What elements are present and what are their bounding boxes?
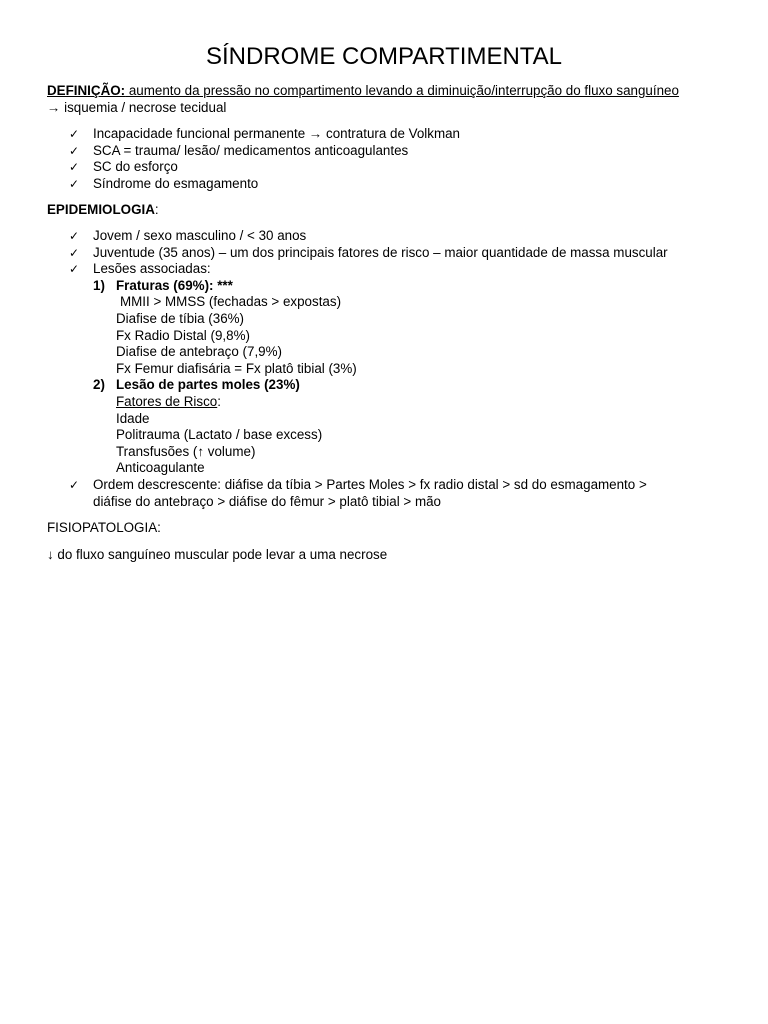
epidemiologia-label: EPIDEMIOLOGIA bbox=[47, 202, 155, 217]
fisiopatologia-body bbox=[47, 547, 737, 564]
fatores-line bbox=[47, 411, 737, 428]
fatores-line-text: Transfusões (↑ volume) bbox=[116, 443, 256, 459]
fraturas-heading bbox=[47, 278, 737, 295]
check-icon: ✓ bbox=[69, 127, 80, 141]
partes-moles-heading bbox=[47, 377, 737, 394]
list-item-text: Lesões associadas: bbox=[93, 261, 211, 277]
partes-moles-label: Lesão de partes moles (23%) bbox=[116, 377, 300, 393]
list-item bbox=[47, 159, 737, 176]
definicao-text: aumento da pressão no compartimento levando a diminuição/interrupção do fluxo sanguíneo bbox=[125, 83, 679, 98]
list-item bbox=[47, 126, 737, 143]
list-item bbox=[47, 477, 737, 494]
fraturas-line-text: Diafise de tíbia (36%) bbox=[116, 310, 245, 326]
list-item-text: Incapacidade funcional permanente → contratura de Volkman bbox=[93, 126, 460, 141]
fisiopatologia-label: FISIOPATOLOGIA: bbox=[47, 520, 161, 535]
list-item-text: SCA = trauma/ lesão/ medicamentos anticoagulantes bbox=[93, 142, 409, 158]
list-item-text: Jovem / sexo masculino / < 30 anos bbox=[93, 228, 307, 243]
list-number: 1) bbox=[93, 277, 105, 293]
fatores-risco-line bbox=[116, 394, 221, 411]
fatores-risco-colon: : bbox=[217, 393, 221, 409]
page-title: SÍNDROME COMPARTIMENTAL bbox=[205, 43, 563, 70]
list-item-text: Síndrome do esmagamento bbox=[93, 175, 259, 191]
list-number: 2) bbox=[93, 377, 105, 393]
fisiopatologia-heading-line bbox=[47, 520, 737, 537]
ordem-text-cont: diáfise do antebraço > diáfise do fêmur > platô tibial > mão bbox=[93, 493, 441, 509]
fatores-line-text: Idade bbox=[116, 410, 150, 426]
fatores-risco-label: Fatores de Risco bbox=[116, 393, 218, 409]
definicao-section bbox=[47, 83, 737, 116]
ordem-text: Ordem descrescente: diáfise da tíbia > Partes Moles > fx radio distal > sd do esmagamento > bbox=[93, 476, 647, 492]
fisiopatologia-text-line bbox=[47, 547, 737, 564]
list-item-text: SC do esforço bbox=[93, 159, 178, 175]
fraturas-line bbox=[47, 294, 737, 311]
fraturas-line bbox=[47, 344, 737, 361]
definicao-line-1 bbox=[47, 83, 737, 100]
fraturas-line-text: Fx Femur diafisária = Fx platô tibial (3%) bbox=[116, 360, 357, 376]
fatores-line-text: Anticoagulante bbox=[116, 460, 205, 476]
fisiopatologia-text: ↓ do fluxo sanguíneo muscular pode levar a uma necrose bbox=[47, 547, 388, 562]
list-item bbox=[47, 143, 737, 160]
fraturas-line bbox=[47, 361, 737, 378]
epidemiologia-heading-row bbox=[47, 202, 737, 219]
fisiopatologia-section bbox=[47, 520, 737, 537]
fatores-risco-heading bbox=[47, 394, 737, 411]
check-icon: ✓ bbox=[69, 160, 80, 175]
fraturas-line-text: Diafise de antebraço (7,9%) bbox=[116, 344, 282, 360]
fraturas-line-text: MMII > MMSS (fechadas > expostas) bbox=[120, 294, 342, 310]
definicao-text-cont: → isquemia / necrose tecidual bbox=[47, 99, 227, 115]
fraturas-line bbox=[47, 328, 737, 345]
check-icon: ✓ bbox=[69, 176, 80, 191]
fraturas-line bbox=[47, 311, 737, 328]
definicao-line-2 bbox=[47, 100, 737, 117]
check-icon: ✓ bbox=[69, 262, 80, 277]
list-item bbox=[47, 261, 737, 278]
list-item bbox=[47, 228, 737, 245]
list-item-text: Juventude (35 anos) – um dos principais fatores de risco – maior quantidade de massa muscular bbox=[93, 244, 668, 260]
check-icon: ✓ bbox=[69, 143, 80, 158]
list-item-cont bbox=[47, 494, 737, 511]
epidemiologia-list bbox=[47, 228, 737, 510]
fatores-line bbox=[47, 427, 737, 444]
epidemiologia-heading-line bbox=[47, 202, 737, 219]
list-item bbox=[47, 245, 737, 262]
fraturas-label: Fraturas (69%): *** bbox=[116, 277, 233, 293]
fraturas-line-text: Fx Radio Distal (9,8%) bbox=[116, 327, 250, 343]
definicao-label: DEFINIÇÃO: bbox=[47, 83, 126, 98]
check-icon: ✓ bbox=[69, 245, 80, 260]
check-icon: ✓ bbox=[69, 229, 80, 243]
epidemiologia-colon: : bbox=[154, 202, 159, 217]
fatores-line bbox=[47, 460, 737, 477]
definicao-list bbox=[47, 126, 737, 192]
check-icon: ✓ bbox=[69, 477, 80, 492]
fatores-line bbox=[47, 444, 737, 461]
list-item bbox=[47, 176, 737, 193]
fatores-line-text: Politrauma (Lactato / base excess) bbox=[116, 427, 323, 443]
